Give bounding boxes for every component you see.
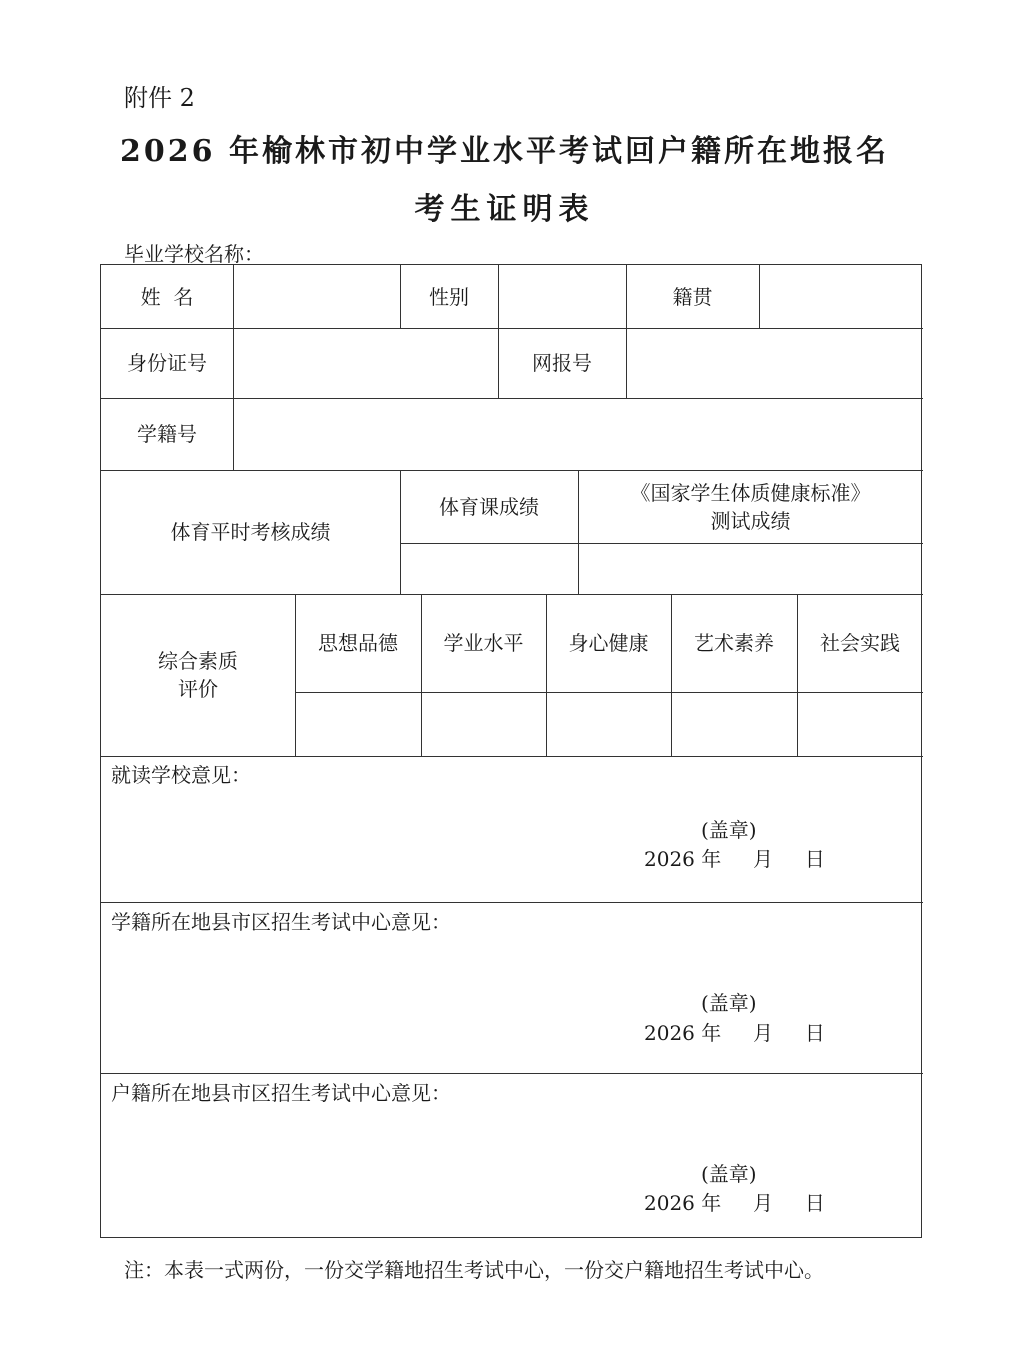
footer-note: 注：本表一式两份，一份交学籍地招生考试中心，一份交户籍地招生考试中心。 <box>124 1258 824 1282</box>
id-number-field[interactable] <box>233 328 498 398</box>
quality-score-moral-field[interactable] <box>295 692 421 756</box>
certificate-table <box>100 264 922 1238</box>
student-registry-opinion-title: 学籍所在地县市区招生考试中心意见： <box>111 910 451 934</box>
fitness-standard-line2: 测试成绩 <box>710 508 791 533</box>
household-registry-opinion-title: 户籍所在地县市区招生考试中心意见： <box>111 1081 451 1105</box>
quality-item-academic: 学业水平 <box>443 631 524 655</box>
school-opinion-date: 2026 年 月 日 <box>644 847 825 871</box>
native-place-field[interactable] <box>759 265 923 328</box>
student-registry-opinion-stamp: (盖章) <box>701 991 757 1015</box>
student-number-field[interactable] <box>233 398 923 470</box>
school-opinion-stamp: (盖章) <box>701 818 757 842</box>
id-number-label: 身份证号 <box>127 351 207 375</box>
quality-item-practice: 社会实践 <box>820 631 900 655</box>
name-label: 姓 名 <box>140 284 194 309</box>
net-registration-label: 网报号 <box>532 351 592 375</box>
form-title-line1: 2026 年榆林市初中学业水平考试回户籍所在地报名 <box>120 134 889 169</box>
quality-score-practice-field[interactable] <box>797 692 923 756</box>
student-registry-opinion-date: 2026 年 月 日 <box>644 1021 825 1045</box>
form-title-line2: 考生证明表 <box>414 192 595 227</box>
comprehensive-quality-label <box>101 594 295 756</box>
row-divider <box>101 756 923 757</box>
fitness-standard-line1: 《国家学生体质健康标准》 <box>630 480 871 505</box>
quality-item-moral: 思想品德 <box>318 631 398 655</box>
household-registry-opinion-date: 2026 年 月 日 <box>644 1191 825 1215</box>
quality-label-line1: 综合素质 <box>158 649 238 673</box>
gender-field[interactable] <box>498 265 626 328</box>
household-registry-opinion-stamp: (盖章) <box>701 1162 757 1186</box>
net-registration-field[interactable] <box>626 328 923 398</box>
name-field[interactable] <box>233 265 400 328</box>
fitness-standard-label <box>578 470 923 543</box>
quality-item-art: 艺术素养 <box>694 631 774 655</box>
quality-score-academic-field[interactable] <box>421 692 546 756</box>
school-opinion-title: 就读学校意见： <box>111 763 251 787</box>
graduation-school-label: 毕业学校名称： <box>124 242 264 266</box>
attachment-label: 附件 2 <box>124 84 195 112</box>
fitness-score-field[interactable] <box>578 543 923 594</box>
row-divider <box>101 902 923 903</box>
row-divider <box>101 1073 923 1074</box>
quality-score-art-field[interactable] <box>671 692 797 756</box>
quality-item-health: 身心健康 <box>568 631 649 655</box>
gender-label: 性别 <box>429 284 469 309</box>
student-number-label: 学籍号 <box>137 422 197 446</box>
pe-course-score-field[interactable] <box>400 543 578 594</box>
pe-course-label: 体育课成绩 <box>439 494 539 519</box>
quality-label-line2: 评价 <box>178 677 218 701</box>
pe-assessment-label: 体育平时考核成绩 <box>170 520 331 544</box>
native-place-label: 籍贯 <box>672 284 713 309</box>
quality-score-health-field[interactable] <box>546 692 671 756</box>
